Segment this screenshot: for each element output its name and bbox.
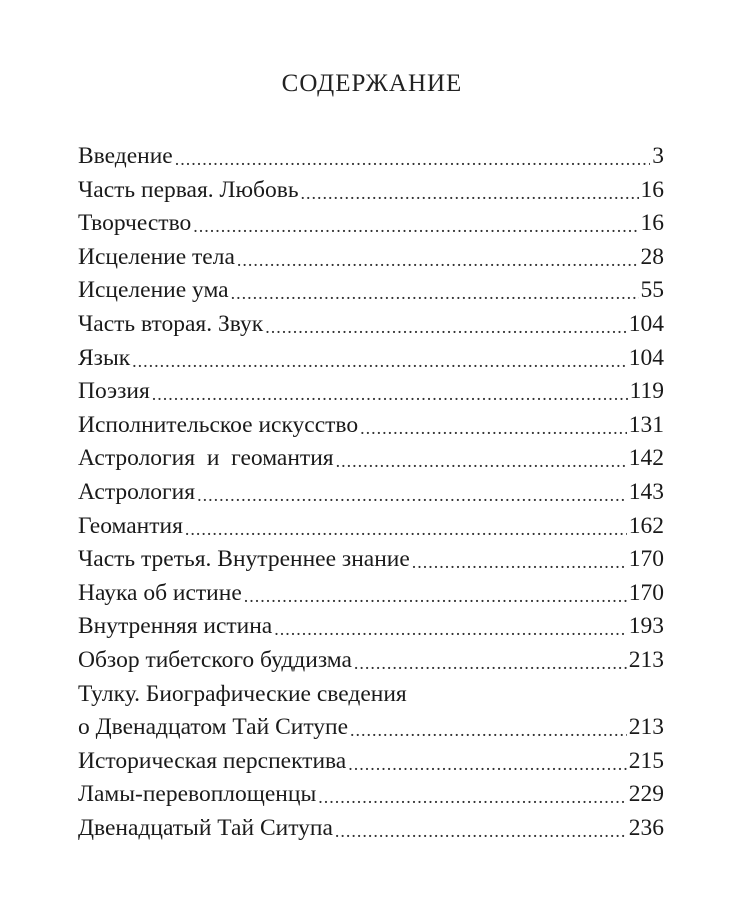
toc-entry-title: Язык xyxy=(78,344,131,371)
toc-entry-title: Введение xyxy=(78,143,173,169)
toc-entry xyxy=(78,812,664,846)
toc-entry-page: 215 xyxy=(628,747,664,774)
dot-leader xyxy=(152,377,628,401)
toc-entry-page: 236 xyxy=(628,814,664,841)
dot-leader xyxy=(185,512,627,536)
toc-entry-title: Астрология и геомантия xyxy=(78,445,334,472)
toc-entry-page: 16 xyxy=(640,210,664,237)
toc-entry-title: Геомантия xyxy=(78,512,183,539)
dot-leader xyxy=(354,646,627,670)
toc-entry-title: Астрология xyxy=(78,478,196,505)
toc-entry-title: Исцеление ума xyxy=(78,277,229,304)
toc-entry xyxy=(78,308,664,342)
table-of-contents xyxy=(78,140,664,845)
toc-entry-title: Двенадцатый Тай Ситупа xyxy=(78,814,333,841)
toc-entry xyxy=(78,610,664,644)
dot-leader xyxy=(301,176,639,200)
toc-entry xyxy=(78,711,664,745)
dot-leader xyxy=(265,310,627,334)
toc-entry xyxy=(78,745,664,779)
toc-entry-page: 142 xyxy=(628,445,664,472)
toc-entry-title: Творчество xyxy=(78,210,192,237)
toc-entry xyxy=(78,678,664,712)
toc-entry xyxy=(78,375,664,409)
toc-entry xyxy=(78,778,664,812)
toc-entry-page: 170 xyxy=(628,546,664,573)
toc-entry-page: 213 xyxy=(628,646,664,673)
toc-entry-title: Часть первая. Любовь xyxy=(78,176,299,203)
toc-entry-page: 162 xyxy=(628,512,664,539)
toc-entry xyxy=(78,207,664,241)
dot-leader xyxy=(132,344,627,368)
toc-entry xyxy=(78,342,664,376)
toc-entry xyxy=(78,140,664,174)
toc-entry-page: 170 xyxy=(628,579,664,606)
toc-entry-page: 3 xyxy=(652,143,664,169)
toc-entry xyxy=(78,241,664,275)
toc-entry-title: Исцеление тела xyxy=(78,243,235,270)
toc-entry-title: Внутренняя истина xyxy=(78,613,273,640)
toc-entry-page: 131 xyxy=(628,411,664,438)
toc-entry-page: 104 xyxy=(628,344,664,371)
toc-entry-title: Исполнительское искусство xyxy=(78,411,359,438)
dot-leader xyxy=(175,142,651,166)
toc-entry-page: 55 xyxy=(640,277,664,304)
dot-leader xyxy=(193,209,638,233)
toc-entry-page: 16 xyxy=(640,176,664,203)
toc-entry xyxy=(78,543,664,577)
toc-entry-title: Поэзия xyxy=(78,378,150,405)
toc-entry-title: Обзор тибетского буддизма xyxy=(78,646,352,673)
toc-entry xyxy=(78,274,664,308)
dot-leader xyxy=(244,579,627,603)
dot-leader xyxy=(197,478,627,502)
dot-leader xyxy=(237,243,639,267)
toc-entry xyxy=(78,442,664,476)
dot-leader xyxy=(348,747,627,771)
toc-entry-page: 193 xyxy=(628,613,664,640)
dot-leader xyxy=(350,713,627,737)
toc-entry-page: 229 xyxy=(628,781,664,808)
toc-entry xyxy=(78,510,664,544)
page-title: СОДЕРЖАНИЕ xyxy=(281,70,463,97)
toc-entry-title: Тулку. Биографические сведения xyxy=(78,680,407,707)
toc-entry-title: Ламы-перевоплощенцы xyxy=(78,781,317,808)
dot-leader xyxy=(412,545,627,569)
toc-entry xyxy=(78,409,664,443)
toc-entry-page: 143 xyxy=(628,478,664,505)
toc-entry-page: 213 xyxy=(628,714,664,741)
dot-leader xyxy=(274,612,627,636)
toc-entry xyxy=(78,577,664,611)
toc-entry xyxy=(78,644,664,678)
toc-entry xyxy=(78,174,664,208)
toc-entry-title: Часть вторая. Звук xyxy=(78,310,264,337)
dot-leader xyxy=(335,814,627,838)
dot-leader xyxy=(360,411,627,435)
toc-entry-title: о Двенадцатом Тай Ситупе xyxy=(78,714,349,741)
toc-entry-title: Наука об истине xyxy=(78,579,242,606)
toc-entry-page: 119 xyxy=(629,378,664,405)
toc-entry-page: 28 xyxy=(640,243,664,270)
dot-leader xyxy=(336,444,627,468)
toc-entry-page: 104 xyxy=(628,310,664,337)
dot-leader xyxy=(318,780,627,804)
toc-entry-title: Часть третья. Внутреннее знание xyxy=(78,546,410,573)
toc-entry xyxy=(78,476,664,510)
toc-entry-title: Историческая перспектива xyxy=(78,747,347,774)
dot-leader xyxy=(231,276,639,300)
